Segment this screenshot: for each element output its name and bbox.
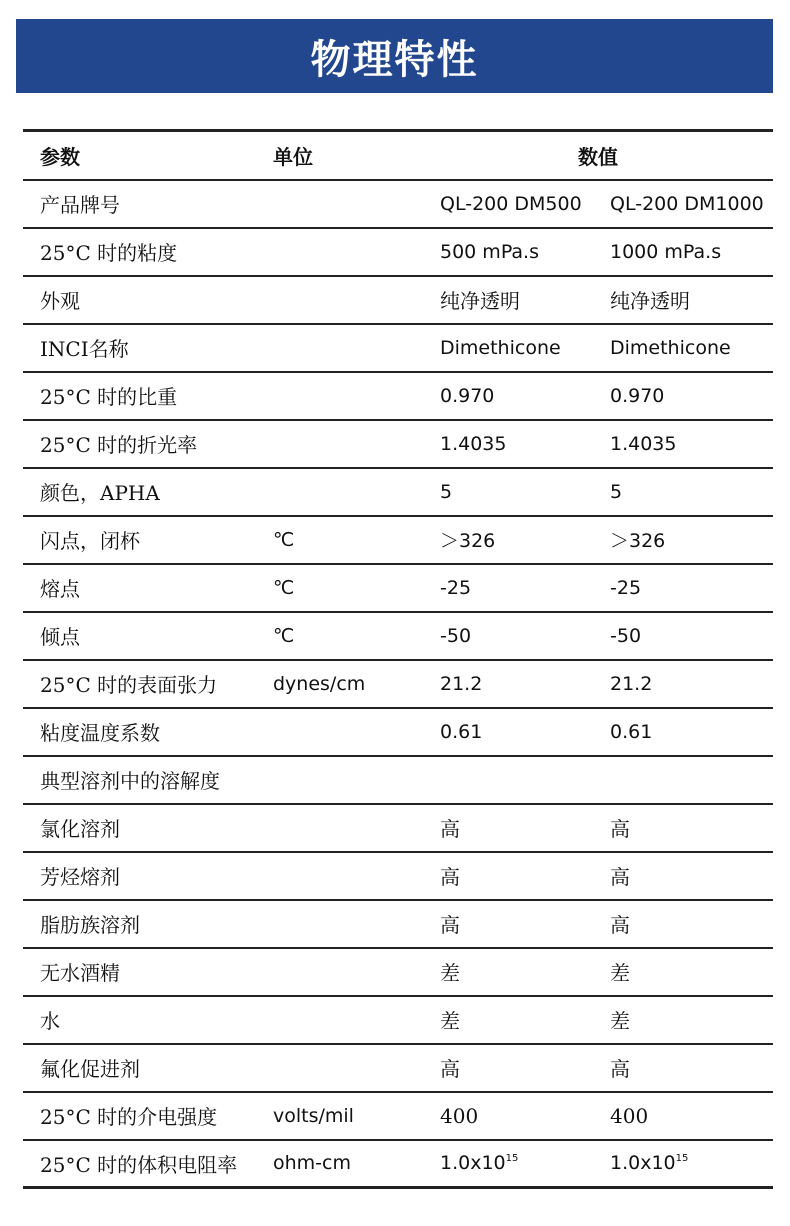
value-cell-dm1000: -25 bbox=[593, 564, 773, 612]
unit-cell bbox=[273, 804, 423, 852]
table-row bbox=[23, 276, 773, 324]
param-cell: 典型溶剂中的溶解度 bbox=[23, 756, 273, 804]
unit-cell bbox=[273, 180, 423, 228]
param-cell: 25°C 时的介电强度 bbox=[23, 1092, 273, 1140]
unit-cell bbox=[273, 228, 423, 276]
value-cell-dm500: 差 bbox=[423, 948, 593, 996]
value-cell-dm500: 500 mPa.s bbox=[423, 228, 593, 276]
table-row bbox=[23, 804, 773, 852]
table-row bbox=[23, 660, 773, 708]
resistivity-base: 1.0x10 bbox=[440, 1152, 506, 1175]
resistivity-exponent: 15 bbox=[675, 1153, 689, 1165]
value-cell-dm1000: 高 bbox=[593, 852, 773, 900]
value-cell-dm500: -50 bbox=[423, 612, 593, 660]
value-cell-dm1000: 纯净透明 bbox=[593, 276, 773, 324]
param-cell: 25°C 时的粘度 bbox=[23, 228, 273, 276]
table-row bbox=[23, 996, 773, 1044]
value-cell-dm500: ＞326 bbox=[423, 516, 593, 564]
param-cell: 颜色，APHA bbox=[23, 468, 273, 516]
value-cell-dm1000: 21.2 bbox=[593, 660, 773, 708]
value-cell-dm500: QL-200 DM500 bbox=[423, 180, 593, 228]
value-cell-dm1000: 0.970 bbox=[593, 372, 773, 420]
table-row bbox=[23, 372, 773, 420]
header-param: 参数 bbox=[23, 131, 273, 180]
value-cell-dm500: 1.4035 bbox=[423, 420, 593, 468]
param-cell: 粘度温度系数 bbox=[23, 708, 273, 756]
value-cell-dm500: 0.970 bbox=[423, 372, 593, 420]
param-cell: 25°C 时的表面张力 bbox=[23, 660, 273, 708]
param-cell: 熔点 bbox=[23, 564, 273, 612]
param-cell: 氟化促进剂 bbox=[23, 1044, 273, 1092]
value-cell-dm1000: Dimethicone bbox=[593, 324, 773, 372]
resistivity-base: 1.0x10 bbox=[610, 1152, 676, 1175]
unit-cell bbox=[273, 372, 423, 420]
unit-cell bbox=[273, 948, 423, 996]
value-cell-dm500: 21.2 bbox=[423, 660, 593, 708]
param-cell: 产品牌号 bbox=[23, 180, 273, 228]
value-cell-dm500: 400 bbox=[423, 1092, 593, 1140]
value-cell-dm1000: 差 bbox=[593, 996, 773, 1044]
header-unit: 单位 bbox=[273, 131, 423, 180]
value-cell-dm1000: 差 bbox=[593, 948, 773, 996]
param-cell: 水 bbox=[23, 996, 273, 1044]
physical-properties-table bbox=[23, 129, 773, 1189]
param-cell: 芳烃熔剂 bbox=[23, 852, 273, 900]
unit-cell: ℃ bbox=[273, 612, 423, 660]
header-value: 数值 bbox=[423, 131, 773, 180]
table-row bbox=[23, 468, 773, 516]
unit-cell bbox=[273, 996, 423, 1044]
table-row bbox=[23, 324, 773, 372]
value-cell-dm500: 差 bbox=[423, 996, 593, 1044]
value-cell-dm500: 高 bbox=[423, 900, 593, 948]
table-row bbox=[23, 1140, 773, 1188]
value-cell-dm500: 0.61 bbox=[423, 708, 593, 756]
value-cell-dm500: Dimethicone bbox=[423, 324, 593, 372]
value-cell-dm1000: 0.61 bbox=[593, 708, 773, 756]
param-cell: 无水酒精 bbox=[23, 948, 273, 996]
table-row bbox=[23, 900, 773, 948]
table-row bbox=[23, 852, 773, 900]
unit-cell bbox=[273, 756, 423, 804]
value-cell-dm500 bbox=[423, 756, 593, 804]
table-row bbox=[23, 1044, 773, 1092]
unit-cell bbox=[273, 852, 423, 900]
param-cell: 脂肪族溶剂 bbox=[23, 900, 273, 948]
resistivity-exponent: 15 bbox=[505, 1153, 519, 1165]
table-row bbox=[23, 948, 773, 996]
param-cell: 25°C 时的比重 bbox=[23, 372, 273, 420]
value-cell-dm1000 bbox=[593, 756, 773, 804]
unit-cell: volts/mil bbox=[273, 1092, 423, 1140]
table-row bbox=[23, 1092, 773, 1140]
value-cell-dm500: 纯净透明 bbox=[423, 276, 593, 324]
value-cell-dm500: -25 bbox=[423, 564, 593, 612]
table-header bbox=[23, 131, 773, 180]
value-cell-dm1000: 1000 mPa.s bbox=[593, 228, 773, 276]
value-cell-dm1000: 1.4035 bbox=[593, 420, 773, 468]
unit-cell: ℃ bbox=[273, 516, 423, 564]
unit-cell bbox=[273, 276, 423, 324]
unit-cell bbox=[273, 420, 423, 468]
value-cell-dm500: 高 bbox=[423, 852, 593, 900]
param-cell: INCI名称 bbox=[23, 324, 273, 372]
table-row bbox=[23, 564, 773, 612]
param-cell: 外观 bbox=[23, 276, 273, 324]
value-cell-dm1000: 高 bbox=[593, 804, 773, 852]
table-row bbox=[23, 516, 773, 564]
unit-cell bbox=[273, 1044, 423, 1092]
param-cell: 氯化溶剂 bbox=[23, 804, 273, 852]
param-cell: 倾点 bbox=[23, 612, 273, 660]
value-cell-dm1000: ＞326 bbox=[593, 516, 773, 564]
unit-cell bbox=[273, 900, 423, 948]
value-cell-dm1000: 高 bbox=[593, 900, 773, 948]
table-row bbox=[23, 612, 773, 660]
value-cell-dm500: 高 bbox=[423, 804, 593, 852]
param-cell: 闪点，闭杯 bbox=[23, 516, 273, 564]
param-cell: 25°C 时的折光率 bbox=[23, 420, 273, 468]
value-cell-dm1000: 400 bbox=[593, 1092, 773, 1140]
value-cell-dm1000: 高 bbox=[593, 1044, 773, 1092]
value-cell-dm1000: QL-200 DM1000 bbox=[593, 180, 773, 228]
page-title: 物理特性 bbox=[310, 36, 479, 83]
table-row bbox=[23, 180, 773, 228]
value-cell-dm1000 bbox=[593, 1140, 773, 1188]
value-cell-dm1000: -50 bbox=[593, 612, 773, 660]
value-cell-dm500 bbox=[423, 1140, 593, 1188]
unit-cell bbox=[273, 468, 423, 516]
unit-cell: ℃ bbox=[273, 564, 423, 612]
table-row bbox=[23, 756, 773, 804]
unit-cell bbox=[273, 324, 423, 372]
param-cell: 25°C 时的体积电阻率 bbox=[23, 1140, 273, 1188]
table-row bbox=[23, 420, 773, 468]
title-banner bbox=[16, 19, 773, 93]
unit-cell: ohm-cm bbox=[273, 1140, 423, 1188]
unit-cell bbox=[273, 708, 423, 756]
table-row bbox=[23, 228, 773, 276]
value-cell-dm500: 5 bbox=[423, 468, 593, 516]
value-cell-dm1000: 5 bbox=[593, 468, 773, 516]
table-row bbox=[23, 708, 773, 756]
unit-cell: dynes/cm bbox=[273, 660, 423, 708]
value-cell-dm500: 高 bbox=[423, 1044, 593, 1092]
